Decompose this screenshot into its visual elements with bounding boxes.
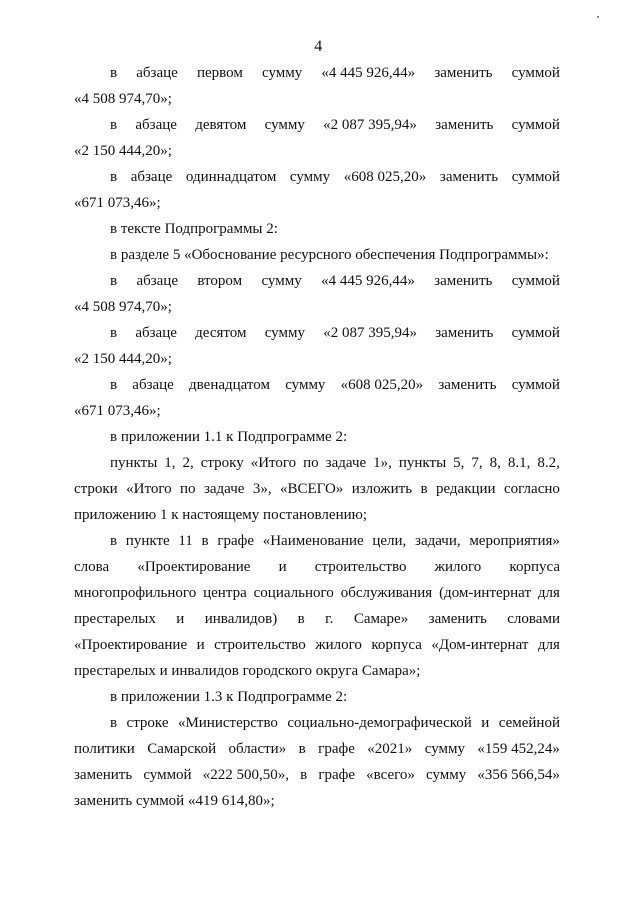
text-line [74,710,560,736]
word: «608 025,20» [340,377,424,393]
word: заменить [438,377,497,393]
word: Самаре» [353,611,409,627]
word: втором [197,273,243,289]
word: заменить [435,325,494,341]
word: сумму [289,169,331,185]
paragraph [74,320,560,372]
text-line [74,528,560,554]
word: сумму [426,767,467,783]
word: первом [196,65,243,81]
word: «Итого [126,481,172,497]
word: абзаце [136,273,178,289]
word: заменить [434,65,493,81]
word: строительство [314,559,407,575]
word: десятом [195,325,247,341]
word: для [537,637,560,653]
text-line [74,164,560,190]
word: сумму [264,117,305,133]
word: «2021» [367,741,413,757]
word: «Проектирование [74,637,188,653]
word: социального [253,585,334,601]
text-line [74,320,560,346]
paragraph [74,450,560,528]
word: пункте [125,533,170,549]
word: суммой [511,273,560,289]
word: «2 087 395,94» [323,325,417,341]
word: изложить [351,481,413,497]
word: по [180,481,196,497]
word: графе [217,533,254,549]
word: цели, [372,533,407,549]
word: строку [200,455,244,471]
text-line [74,762,560,788]
word: в [110,65,118,81]
word: и [196,637,205,653]
word: многопрофильного [74,585,197,601]
word: «2 087 395,94» [323,117,417,133]
text-line [74,268,560,294]
word: строки [74,481,118,497]
word: строительство [214,637,306,653]
word: абзаце [132,377,174,393]
paragraph [74,372,560,424]
word: слова [74,559,110,575]
word: для [537,585,560,601]
word: суммой [143,767,192,783]
word: корпуса [509,559,560,575]
word: центра [203,585,247,601]
word: 1, [164,455,176,471]
paragraph [74,528,560,684]
word: «4 445 926,44» [321,273,415,289]
word: в [201,533,209,549]
paragraph [74,268,560,320]
word: жилого [434,559,482,575]
text-line [74,476,560,502]
word: «608 025,20» [343,169,427,185]
text-line [74,632,560,658]
word: абзаце [135,325,177,341]
word: в [110,169,118,185]
word: в [297,611,305,627]
word: заменить [435,117,494,133]
word: графе [318,741,355,757]
scan-speck [597,16,599,18]
text-line: «671 073,46»; [74,195,161,211]
text-line: приложению 1 к настоящему постановлению; [74,507,367,523]
word: «Проектирование [137,559,251,575]
paragraph [74,242,560,268]
text-line: «4 508 974,70»; [74,299,172,315]
word: в [110,533,118,549]
word: 8.2, [537,455,560,471]
word: 5, [453,455,465,471]
paragraph [74,164,560,216]
word: сумму [285,377,326,393]
text-line: «4 508 974,70»; [74,91,172,107]
word: в [110,117,118,133]
word: «Министерство [177,715,278,731]
word: пункты [398,455,447,471]
word: и [176,611,185,627]
word: заменить [439,169,499,185]
word: области» [228,741,287,757]
word: абзаце [130,169,173,185]
word: задачи, [415,533,461,549]
text-line: «2 150 444,20»; [74,351,172,367]
word: 3», [252,481,272,497]
text-line [74,580,560,606]
word: заменить [434,273,493,289]
text-line: «2 150 444,20»; [74,143,172,159]
word: задаче [203,481,245,497]
word: (дом-интернат [439,585,532,601]
word: в [300,767,308,783]
word: 1», [373,455,392,471]
word: «4 445 926,44» [321,65,416,81]
word: в [298,741,306,757]
word: 7, [471,455,483,471]
word: сумму [264,325,305,341]
text-line [74,736,560,762]
text-line [74,554,560,580]
paragraph [74,424,560,450]
word: сумму [262,65,303,81]
text-line: в тексте Подпрограммы 2: [110,221,278,237]
word: «356 566,54» [477,767,560,783]
word: пункты [110,455,158,471]
word: по [303,455,319,471]
word: обслуживания [340,585,433,601]
word: корпуса [371,637,422,653]
word: в [420,481,428,497]
text-line [74,112,560,138]
text-line [74,372,560,398]
word: 8.1, [507,455,531,471]
text-line: в приложении 1.1 к Подпрограмме 2: [110,429,348,445]
word: в [110,377,118,393]
word: «159 452,24» [477,741,560,757]
word: «ВСЕГО» [279,481,344,497]
word: и [278,559,287,575]
word: одиннадцатом [185,169,277,185]
word: суммой [511,325,560,341]
text-line [74,60,560,86]
word: 2, [182,455,194,471]
word: абзаце [136,65,178,81]
paragraph [74,216,560,242]
word: в [110,325,118,341]
word: строке [126,715,169,731]
text-line: «671 073,46»; [74,403,161,419]
word: в [110,273,118,289]
word: двенадцатом [189,377,270,393]
text-line: престарелых и инвалидов городского округа Самара»; [74,663,421,679]
word: жилого [315,637,362,653]
word: сумму [424,741,465,757]
word: заменить [428,611,487,627]
word: графе [318,767,355,783]
word: суммой [511,377,560,393]
word: г. [325,611,334,627]
word: суммой [511,65,560,81]
word: 8, [489,455,501,471]
text-line: заменить суммой «419 614,80»; [74,793,275,809]
text-line: в приложении 1.3 к Подпрограмме 2: [110,689,348,705]
paragraph [74,112,560,164]
word: «222 500,50», [202,767,289,783]
paragraph [74,684,560,710]
word: в [110,715,118,731]
word: «Дом-интернат [431,637,529,653]
word: «всего» [366,767,415,783]
word: и [481,715,490,731]
text-line [74,606,560,632]
word: согласно [504,481,560,497]
word: редакции [435,481,496,497]
word: абзаце [135,117,177,133]
word: «Наименование [262,533,364,549]
word: престарелых [74,611,156,627]
paragraph [74,710,560,814]
paragraph [74,60,560,112]
word: Самарской [147,741,217,757]
word: социально-демографической [287,715,472,731]
word: политики [74,741,135,757]
text-line: в разделе 5 «Обоснование ресурсного обеспечения Подпрограммы»: [110,247,549,263]
page-number: 4 [314,38,323,55]
word: «Итого [250,455,297,471]
word: суммой [511,117,560,133]
word: девятом [195,117,247,133]
word: суммой [511,169,560,185]
word: заменить [74,767,133,783]
word: сумму [261,273,302,289]
word: мероприятия» [469,533,560,549]
document-body [74,60,560,814]
word: 11 [178,533,193,549]
word: задаче [325,455,367,471]
word: инвалидов) [204,611,278,627]
text-line [74,450,560,476]
word: семейной [498,715,560,731]
word: словами [507,611,560,627]
